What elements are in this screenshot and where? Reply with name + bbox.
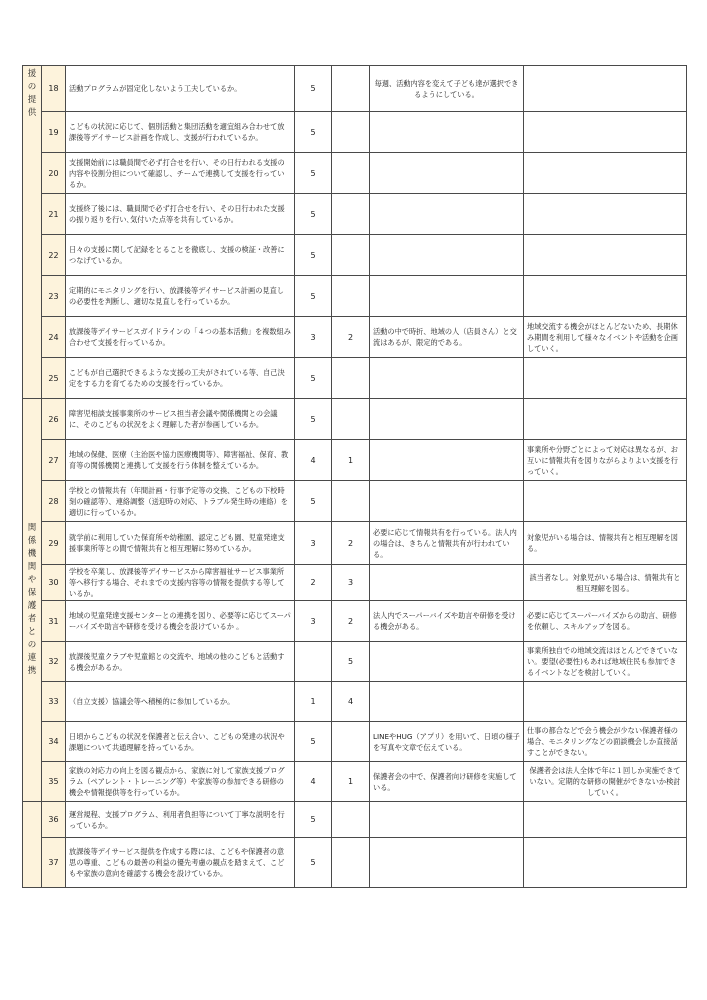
status-note [370,194,524,235]
item-text: 活動プログラムが固定化しないよう工夫しているか。 [66,66,295,112]
item-text: （自立支援）協議会等へ積極的に参加しているか。 [66,682,295,722]
item-text: 地域の保健、医療（主治医や協力医療機関等）、障害福祉、保育、教育等の関係機関と連携して支援を行う体制を整えているか。 [66,440,295,481]
table-row [23,153,687,194]
item-number: 23 [42,276,66,317]
score-yes: 1 [295,682,332,722]
category-char: 保 [27,588,37,598]
item-text: 放課後等デイサービス提供を作成する際には、こどもや保護者の意思の尊重、こどもの最善の利益の優先考慮の観点を踏まえて、こどもや家族の意向を確認する機会を設けているか。 [66,838,295,888]
item-text: 日々の支援に関して記録をとることを徹底し、支援の検証・改善につなげているか。 [66,235,295,276]
score-no: 2 [332,317,370,358]
item-text: 地域の児童発達支援センターとの連携を図り、必要等に応じてスーパーバイズや助言や研修を受ける機会を設けているか 。 [66,601,295,642]
score-no: 4 [332,682,370,722]
evaluation-table [22,65,687,888]
score-yes [295,642,332,682]
item-number: 25 [42,358,66,399]
score-no [332,358,370,399]
status-note: 法人内でスーパーバイズや助言や研修を受ける機会がある。 [370,601,524,642]
status-note [370,440,524,481]
score-no [332,235,370,276]
item-text: 支援終了後には、職員間で必ず打合せを行い、その日行われた支援の振り返りを行い､気付いた点等を共有しているか。 [66,194,295,235]
item-text: こどもが自己選択できるような支援の工夫がされている等、自己決定をする力を育てるための支援を行っているか。 [66,358,295,399]
item-number: 29 [42,522,66,565]
status-note: 毎週、活動内容を変えて子ども達が選択できるようにしている。 [370,66,524,112]
score-no [332,722,370,762]
category-char: の [27,640,37,650]
table-row [23,399,687,440]
category-char: 連 [27,653,37,663]
category-char: 者 [27,614,37,624]
category-char: 関 [27,562,37,572]
score-yes: 5 [295,112,332,153]
item-number: 37 [42,838,66,888]
item-number: 33 [42,682,66,722]
table-row [23,802,687,838]
improvement-note: 保護者会は法人全体で年に１回しか実施できていない。定期的な研修の開催ができないか検討していく。 [524,762,687,802]
item-text: 障害児相談支援事業所のサービス担当者会議や関係機関との会議に、そのこどもの状況をよく理解した者が参画しているか。 [66,399,295,440]
item-number: 21 [42,194,66,235]
improvement-note: 事業所独自での地域交流はほとんどできていない。要望(必要性)もあれば地域住民も参加できるイベントなどを検討していく。 [524,642,687,682]
category-char: 係 [27,536,37,546]
item-text: 学校を卒業し、放課後等デイサービスから障害福祉サービス事業所等へ移行する場合、それまでの支援内容等の情報を提供する等しているか。 [66,565,295,601]
score-yes: 5 [295,194,332,235]
category-char: 供 [27,108,37,118]
improvement-note [524,66,687,112]
item-number: 27 [42,440,66,481]
score-yes: 5 [295,235,332,276]
item-text: 放課後児童クラブや児童館との交流や、地域の他のこどもと活動する機会があるか。 [66,642,295,682]
score-no [332,66,370,112]
table-row [23,317,687,358]
improvement-note [524,358,687,399]
status-note: 保護者会の中で、保護者向け研修を実施している。 [370,762,524,802]
score-yes: 2 [295,565,332,601]
category-char: 機 [27,549,37,559]
score-no: 3 [332,565,370,601]
status-note [370,276,524,317]
improvement-note: 該当者なし。対象児がいる場合は、情報共有と相互理解を図る。 [524,565,687,601]
status-note [370,358,524,399]
status-note [370,565,524,601]
item-number: 30 [42,565,66,601]
category-cell [23,399,42,802]
status-note [370,235,524,276]
status-note [370,153,524,194]
score-no [332,112,370,153]
score-no [332,194,370,235]
score-no: 5 [332,642,370,682]
status-note [370,399,524,440]
table-row [23,762,687,802]
score-no [332,276,370,317]
status-note [370,802,524,838]
improvement-note [524,399,687,440]
item-text: 家族の対応力の向上を図る観点から、家族に対して家族支援プログラム（ペアレント・トレーニング等）や家族等の参加できる研修の機会や情報提供等を行っているか。 [66,762,295,802]
item-text: こどもの状況に応じて、個別活動と集団活動を適宜組み合わせて放課後等デイサービス計画を作成し、支援が行われているか。 [66,112,295,153]
score-no [332,802,370,838]
score-yes: 4 [295,762,332,802]
category-char: 提 [27,95,37,105]
category-cell [23,66,42,399]
improvement-note [524,153,687,194]
category-char: 関 [27,523,37,533]
score-no [332,838,370,888]
item-number: 26 [42,399,66,440]
status-note [370,838,524,888]
improvement-note: 必要に応じてスーパーバイズからの助言、研修を依頼し、スキルアップを図る。 [524,601,687,642]
item-number: 19 [42,112,66,153]
score-yes: 5 [295,838,332,888]
item-number: 35 [42,762,66,802]
status-note [370,682,524,722]
improvement-note [524,682,687,722]
score-yes: 5 [295,276,332,317]
item-number: 32 [42,642,66,682]
score-yes: 5 [295,66,332,112]
table-row [23,66,687,112]
score-no [332,153,370,194]
item-number: 24 [42,317,66,358]
score-yes: 3 [295,317,332,358]
score-yes: 5 [295,358,332,399]
status-note [370,481,524,522]
improvement-note [524,276,687,317]
table-row [23,112,687,153]
item-text: 支援開始前には職員間で必ず打合せを行い、その日行われる支援の内容や役割分担について確認し、チームで連携して支援を行っているか。 [66,153,295,194]
score-no: 1 [332,762,370,802]
item-text: 日頃からこどもの状況を保護者と伝え合い、こどもの発達の状況や課題について共通理解を持っているか。 [66,722,295,762]
item-text: 就学前に利用していた保育所や幼稚園、認定こども園、児童発達支援事業所等との間で情報共有と相互理解に努めているか。 [66,522,295,565]
score-no [332,399,370,440]
category-char: と [27,627,37,637]
status-note: 必要に応じて情報共有を行っている。法人内の場合は、きちんと情報共有が行われている。 [370,522,524,565]
table-row [23,838,687,888]
score-yes: 5 [295,399,332,440]
score-no: 1 [332,440,370,481]
item-text: 放課後等デイサービスガイドラインの「４つの基本活動」を複数組み合わせて支援を行っているか。 [66,317,295,358]
table-row [23,235,687,276]
category-char: 援 [27,69,37,79]
item-number: 20 [42,153,66,194]
improvement-note [524,112,687,153]
score-yes: 3 [295,522,332,565]
score-no [332,481,370,522]
improvement-note: 対象児がいる場合は、情報共有と相互理解を図る。 [524,522,687,565]
table-row [23,522,687,565]
status-note [370,642,524,682]
improvement-note: 仕事の都合などで会う機会が少ない保護者様の場合、モニタリングなどの面談機会しか直接話すことができない。 [524,722,687,762]
category-char: の [27,82,37,92]
item-text: 学校との情報共有（年間計画・行事予定等の交換、こどもの下校時刻の確認等）、連絡調整（送迎時の対応、トラブル発生時の連絡）を適切に行っているか。 [66,481,295,522]
score-yes: 5 [295,802,332,838]
item-number: 36 [42,802,66,838]
improvement-note [524,838,687,888]
table-row [23,722,687,762]
category-cell [23,802,42,888]
category-char: 護 [27,601,37,611]
table-row [23,481,687,522]
category-char: や [27,575,37,585]
item-number: 31 [42,601,66,642]
improvement-note: 地域交流する機会がほとんどないため、長期休み期間を利用して様々なイベントや活動を企画していく。 [524,317,687,358]
improvement-note [524,802,687,838]
status-note: LINEやHUG（アプリ）を用いて、日頃の様子を写真や文章で伝えている。 [370,722,524,762]
score-yes: 5 [295,481,332,522]
item-text: 運営規程、支援プログラム、利用者負担等について丁寧な説明を行っているか。 [66,802,295,838]
improvement-note [524,235,687,276]
table-row [23,565,687,601]
item-number: 34 [42,722,66,762]
improvement-note: 事業所や分野ごとによって対応は異なるが、お互いに情報共有を図りながらよりよい支援を行っていく。 [524,440,687,481]
improvement-note [524,194,687,235]
score-yes: 4 [295,440,332,481]
table-row [23,358,687,399]
item-number: 22 [42,235,66,276]
item-text: 定期的にモニタリングを行い、放課後等デイサービス計画の見直しの必要性を判断し、適切な見直しを行っているか。 [66,276,295,317]
table-row [23,642,687,682]
score-yes: 5 [295,153,332,194]
table-row [23,440,687,481]
status-note [370,112,524,153]
table-row [23,194,687,235]
status-note: 活動の中で時折、地域の人（店員さん）と交流はあるが、限定的である。 [370,317,524,358]
score-no: 2 [332,522,370,565]
item-number: 18 [42,66,66,112]
table-row [23,601,687,642]
table-row [23,682,687,722]
score-yes: 5 [295,722,332,762]
score-yes: 3 [295,601,332,642]
improvement-note [524,481,687,522]
category-char: 携 [27,666,37,676]
table-row [23,276,687,317]
item-number: 28 [42,481,66,522]
score-no: 2 [332,601,370,642]
